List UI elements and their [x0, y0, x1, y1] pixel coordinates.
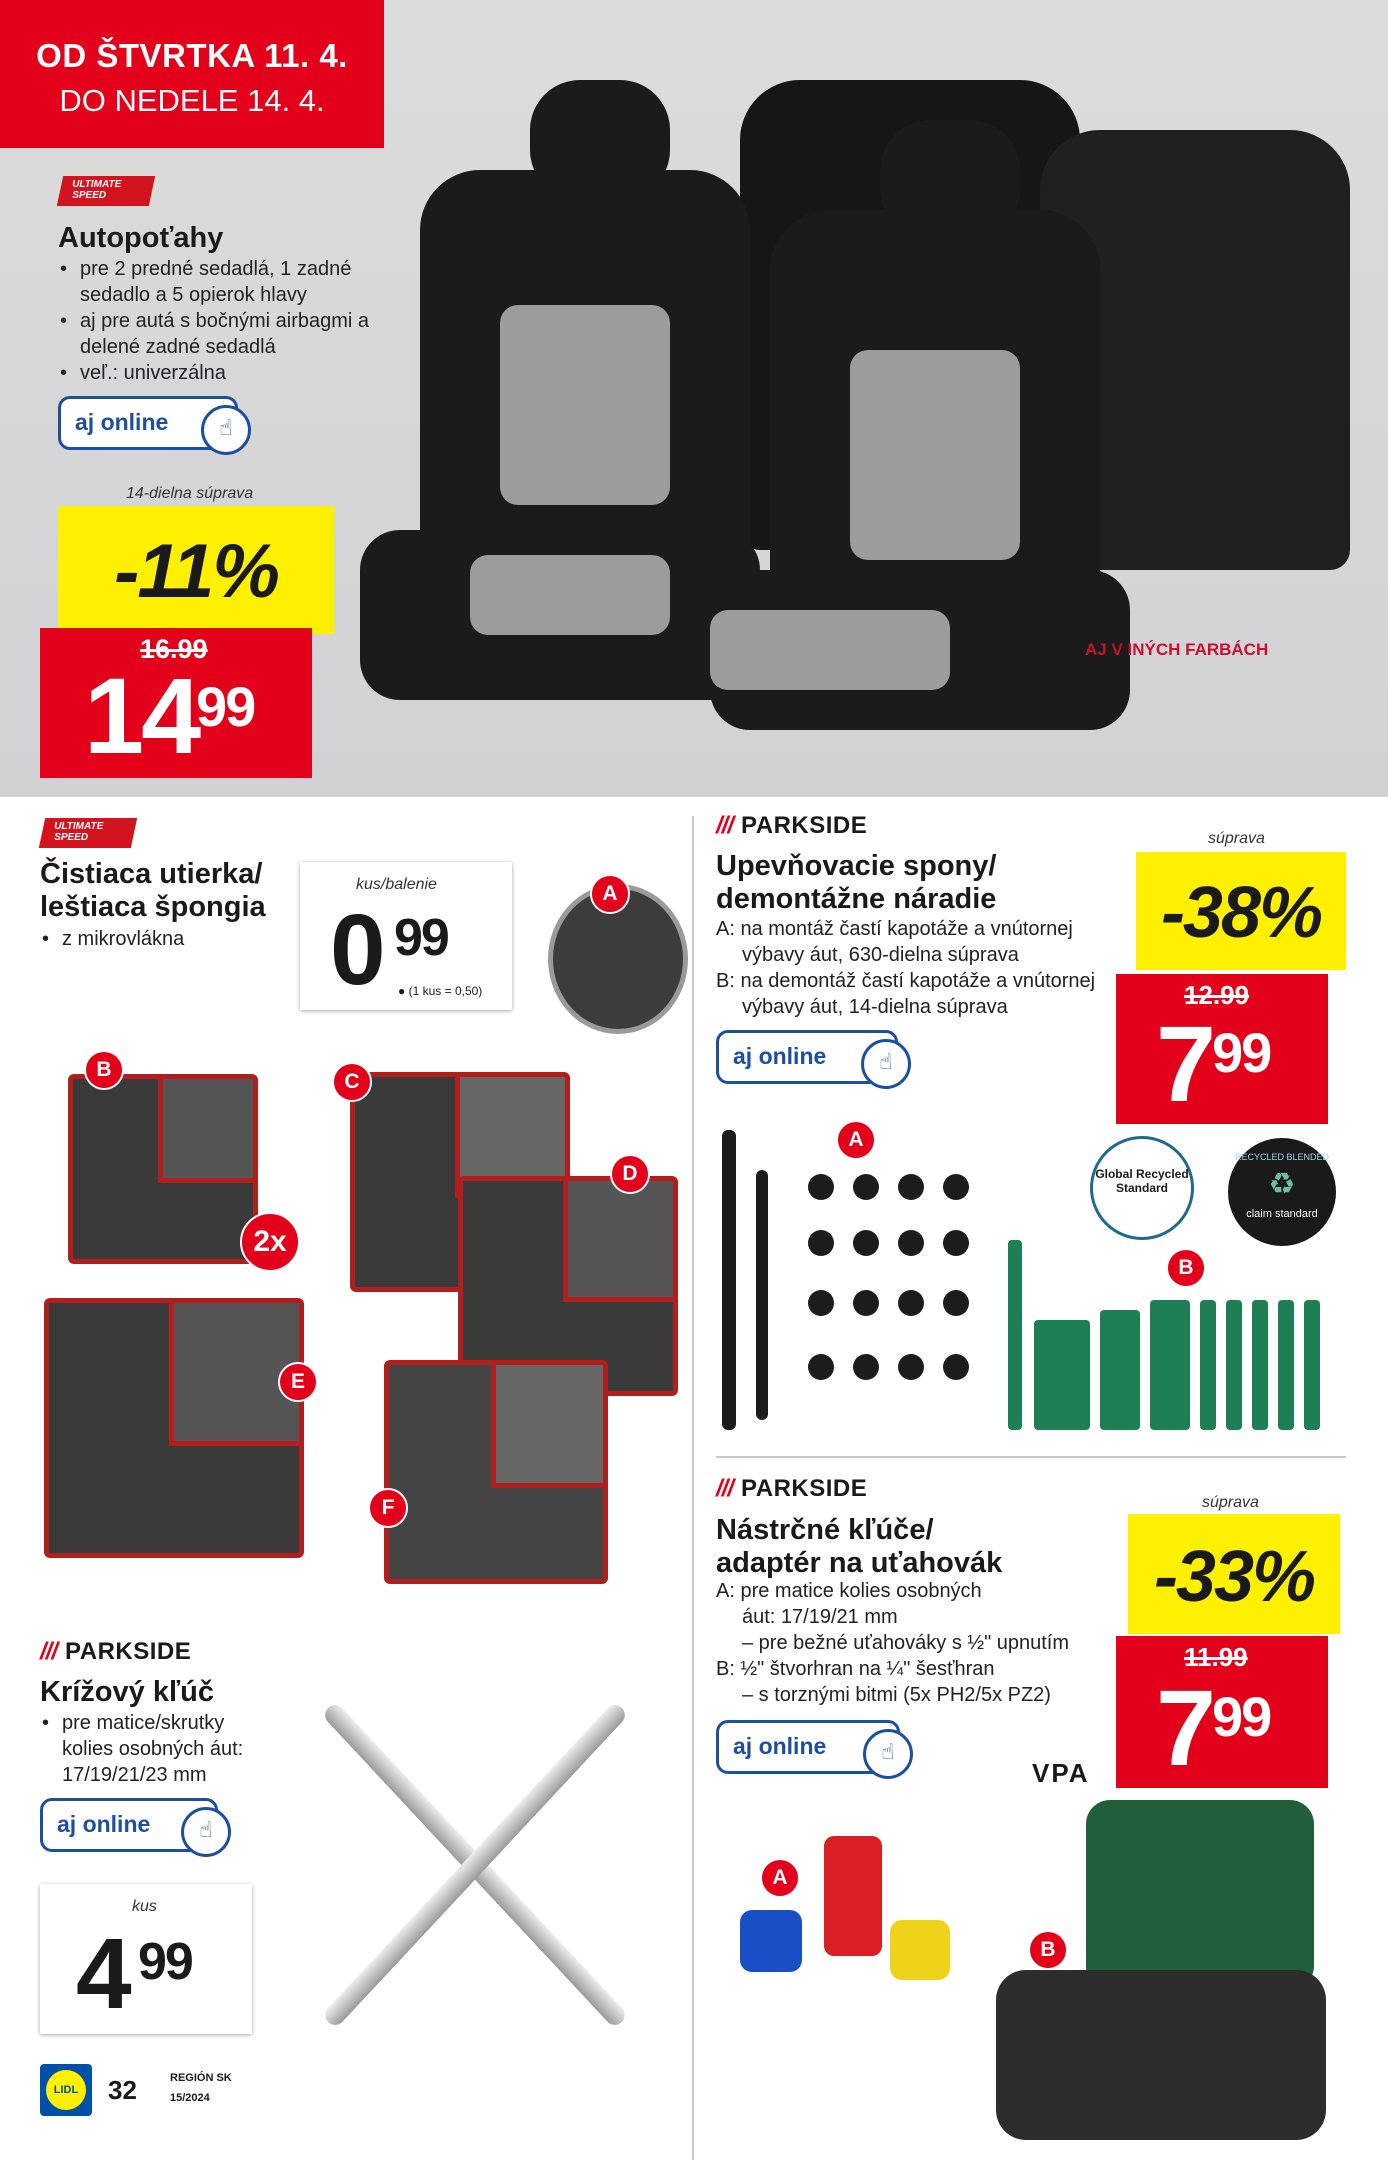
old-price: 16.99 [140, 634, 208, 664]
price-tag [1116, 1636, 1328, 1788]
price-main: 7 [1156, 1667, 1214, 1788]
product-title-microfibre [40, 858, 266, 924]
variant-label: A [590, 874, 630, 914]
price-main: 4 [76, 1918, 129, 2030]
bit-case-lid-image [1086, 1800, 1314, 1990]
towel-image [68, 1074, 258, 1264]
region-label: REGIÓN SK [170, 2072, 232, 2084]
hand-pointer-icon: ☝ [181, 1807, 231, 1857]
price-tag [1116, 974, 1328, 1124]
title-line: Upevňovacie spony/ [716, 850, 997, 882]
recycle-icon: ♻ [1268, 1168, 1296, 1201]
product-title-clips [716, 850, 996, 916]
online-button[interactable] [716, 1030, 898, 1084]
variant-label: C [332, 1062, 372, 1102]
microfibre-features [40, 926, 184, 952]
price-cents: 99 [138, 1933, 192, 1991]
variant-label: D [610, 1154, 650, 1194]
unit-label: kus [132, 1898, 157, 1915]
feature-item: • veľ.: univerzálna [58, 360, 398, 386]
socket-red-image [824, 1836, 882, 1956]
towel-image [384, 1360, 608, 1584]
description-line: B: ½" štvorhran na ¼" šesťhran [716, 1658, 995, 1680]
other-colors-note: AJ V INÝCH FARBÁCH [1085, 640, 1269, 659]
parkside-logo: /// PARKSIDE [716, 1475, 868, 1502]
vpa-logo: VPA [1032, 1758, 1090, 1788]
variant-label: B [84, 1050, 124, 1090]
ultimate-speed-logo: ULTIMATE SPEED [39, 818, 137, 848]
online-button[interactable] [58, 396, 238, 450]
seat-covers-features [58, 256, 398, 386]
parkside-logo: /// PARKSIDE [716, 812, 868, 839]
week-label: 15/2024 [170, 2092, 210, 2104]
price-cents: 99 [1212, 1021, 1271, 1084]
discount-value: -11% [114, 529, 278, 614]
online-label: aj online [733, 1043, 827, 1069]
description-line: – s torznými bitmi (5x PH2/5x PZ2) [742, 1684, 1051, 1706]
product-title-sockets [716, 1514, 1002, 1580]
socket-yellow-image [890, 1920, 950, 1980]
clips-set-image [718, 1130, 978, 1430]
feature-item: • pre matice/skrutky kolies osobných áut: 17/19/21/23 mm [40, 1710, 280, 1788]
page-number: 32 [108, 2075, 137, 2105]
title-line: leštiaca špongia [40, 891, 266, 923]
description-line: A: na montáž častí kapotáže a vnútornej [716, 918, 1073, 940]
unit-price: ● (1 kus = 0,50) [398, 984, 483, 998]
unit-label: súprava [1208, 830, 1265, 847]
discount-value: -33% [1153, 1537, 1315, 1617]
title-line: Čistiaca utierka/ [40, 858, 263, 890]
date-to: DO NEDELE 14. 4. [59, 83, 325, 118]
variant-label: B [1166, 1248, 1206, 1288]
price-cents: 99 [394, 909, 448, 967]
quantity-badge: 2x [240, 1212, 300, 1272]
description-line: výbavy áut, 630-dielna súprava [742, 944, 1019, 966]
product-title-seat-covers: Autopoťahy [58, 222, 224, 254]
discount-badge [58, 506, 334, 634]
description-line: – pre bežné uťahováky s ½" upnutím [742, 1632, 1070, 1654]
cross-wrench-image [280, 1650, 670, 2080]
old-price: 11.99 [1184, 1642, 1248, 1672]
price-cents: 99 [1212, 1685, 1271, 1748]
price-tag [40, 628, 312, 778]
description-line: výbavy áut, 14-dielna súprava [742, 996, 1008, 1018]
validity-date-banner [0, 0, 384, 148]
feature-item: • aj pre autá s bočnými airbagmi a delené zadné sedadlá [58, 308, 398, 360]
price-main: 7 [1156, 1003, 1214, 1124]
product-title-cross-wrench: Krížový kľúč [40, 1676, 214, 1708]
socket-blue-image [740, 1910, 802, 1972]
feature-item: • pre 2 predné sedadlá, 1 zadné sedadlo a 5 opierok hlavy [58, 256, 398, 308]
price-main: 14 [84, 655, 199, 776]
title-line: demontážne náradie [716, 883, 997, 915]
towel-image [44, 1298, 304, 1558]
description-line: B: na demontáž častí kapotáže a vnútornej [716, 970, 1096, 992]
price-cents: 99 [196, 675, 255, 738]
column-divider [692, 816, 694, 2160]
ultimate-speed-logo: ULTIMATE SPEED [57, 176, 155, 206]
variant-label: B [1028, 1930, 1068, 1970]
lidl-logo: LIDL [40, 2064, 92, 2116]
unit-label: 14-dielna súprava [126, 485, 254, 502]
variant-label: E [278, 1362, 318, 1402]
recycled-claim-standard-logo: RECYCLED BLENDED ♻ claim standard [1228, 1138, 1336, 1246]
title-line: adaptér na uťahovák [716, 1547, 1003, 1579]
variant-label: A [760, 1858, 800, 1898]
hand-pointer-icon: ☝ [201, 405, 251, 455]
unit-label: súprava [1202, 1494, 1259, 1511]
discount-value: -38% [1160, 873, 1322, 953]
discount-badge [1136, 852, 1346, 970]
discount-badge [1128, 1514, 1340, 1634]
cross-wrench-features [40, 1710, 280, 1788]
description-line: áut: 17/19/21 mm [742, 1606, 898, 1628]
bit-case-base-image [996, 1970, 1326, 2140]
price-main: 0 [330, 894, 383, 1006]
title-line: Nástrčné kľúče/ [716, 1514, 934, 1546]
description-line: A: pre matice kolies osobných [716, 1580, 982, 1602]
variant-label: F [368, 1488, 408, 1528]
date-from: OD ŠTVRTKA 11. 4. [36, 37, 348, 74]
hand-pointer-icon: ☝ [863, 1729, 913, 1779]
clips-description [716, 916, 1136, 1020]
feature-item: • z mikrovlákna [40, 926, 184, 952]
hand-pointer-icon: ☝ [861, 1039, 911, 1089]
unit-label: kus/balenie [356, 876, 437, 893]
parkside-logo: /// PARKSIDE [40, 1638, 192, 1665]
online-label: aj online [733, 1733, 827, 1759]
price-box-cross-wrench [40, 1884, 252, 2034]
sockets-description [716, 1578, 1136, 1708]
section-divider [716, 1456, 1346, 1458]
old-price: 12.99 [1184, 980, 1250, 1010]
variant-label: A [836, 1120, 876, 1160]
online-label: aj online [75, 409, 169, 435]
online-button[interactable] [40, 1798, 218, 1852]
price-box-microfibre [300, 862, 512, 1010]
online-label: aj online [57, 1811, 151, 1837]
online-button[interactable] [716, 1720, 900, 1774]
global-recycled-standard-logo: Global Recycled Standard [1090, 1136, 1194, 1240]
